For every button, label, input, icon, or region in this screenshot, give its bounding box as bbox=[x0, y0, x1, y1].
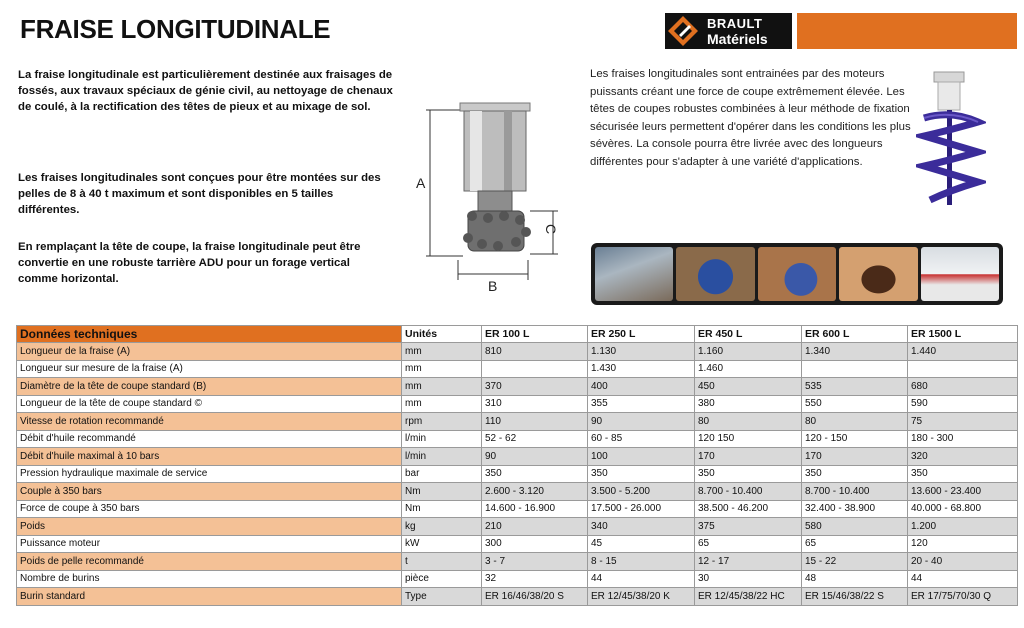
application-photo bbox=[839, 247, 917, 301]
value-cell: 40.000 - 68.800 bbox=[908, 500, 1018, 518]
row-label-cell: Diamètre de la tête de coupe standard (B) bbox=[17, 378, 402, 396]
table-row bbox=[17, 518, 1018, 536]
table-row bbox=[17, 343, 1018, 361]
value-cell: 380 bbox=[695, 395, 802, 413]
value-cell: 32 bbox=[482, 570, 588, 588]
value-cell: 65 bbox=[695, 535, 802, 553]
unit-cell: kW bbox=[402, 535, 482, 553]
value-cell: 90 bbox=[588, 413, 695, 431]
intro-paragraph-3: En remplaçant la tête de coupe, la fraise longitudinale peut être convertie en une robuste tarrière ADU pour un forage vertical comme horizontal. bbox=[18, 241, 361, 285]
unit-cell: mm bbox=[402, 378, 482, 396]
value-cell: 3.500 - 5.200 bbox=[588, 483, 695, 501]
table-row bbox=[17, 448, 1018, 466]
unit-cell: Type bbox=[402, 588, 482, 606]
row-label-cell: Poids bbox=[17, 518, 402, 536]
dim-label-a: A bbox=[416, 175, 426, 191]
row-label-cell: Longueur sur mesure de la fraise (A) bbox=[17, 360, 402, 378]
value-cell: 350 bbox=[802, 465, 908, 483]
value-cell: 65 bbox=[802, 535, 908, 553]
unit-cell: bar bbox=[402, 465, 482, 483]
page-title: FRAISE LONGITUDINALE bbox=[20, 14, 331, 44]
row-label-cell: Couple à 350 bars bbox=[17, 483, 402, 501]
table-row bbox=[17, 535, 1018, 553]
application-photo bbox=[921, 247, 999, 301]
value-cell: 120 bbox=[908, 535, 1018, 553]
row-label-cell: Vitesse de rotation recommandé bbox=[17, 413, 402, 431]
value-cell: 48 bbox=[802, 570, 908, 588]
unit-cell: pièce bbox=[402, 570, 482, 588]
value-cell: 535 bbox=[802, 378, 908, 396]
value-cell: 17.500 - 26.000 bbox=[588, 500, 695, 518]
value-cell: 44 bbox=[588, 570, 695, 588]
application-photo bbox=[758, 247, 836, 301]
table-header-row bbox=[17, 326, 1018, 343]
value-cell: 810 bbox=[482, 343, 588, 361]
intro-paragraph-2: Les fraises longitudinales sont conçues pour être montées sur des pelles de 8 à 40 t maximum et sont disponibles en 5 tailles différentes. bbox=[18, 172, 381, 216]
brand-logo bbox=[665, 13, 792, 49]
value-cell: 80 bbox=[695, 413, 802, 431]
table-row bbox=[17, 395, 1018, 413]
value-cell: 38.500 - 46.200 bbox=[695, 500, 802, 518]
value-cell: 1.430 bbox=[588, 360, 695, 378]
application-photo-strip bbox=[591, 243, 1003, 305]
table-row bbox=[17, 570, 1018, 588]
value-cell: 100 bbox=[588, 448, 695, 466]
table-row bbox=[17, 413, 1018, 431]
unit-cell: rpm bbox=[402, 413, 482, 431]
value-cell bbox=[802, 360, 908, 378]
value-cell: 8.700 - 10.400 bbox=[695, 483, 802, 501]
value-cell: ER 12/45/38/22 HC bbox=[695, 588, 802, 606]
value-cell: 44 bbox=[908, 570, 1018, 588]
row-label-cell: Pression hydraulique maximale de service bbox=[17, 465, 402, 483]
column-header: ER 600 L bbox=[802, 326, 908, 343]
value-cell bbox=[482, 360, 588, 378]
value-cell: 1.130 bbox=[588, 343, 695, 361]
value-cell: 400 bbox=[588, 378, 695, 396]
row-label-cell: Poids de pelle recommandé bbox=[17, 553, 402, 571]
description-paragraph: Les fraises longitudinales sont entrainées par des moteurs puissants créant une force de coupe extrêmement élevée. Les têtes de coupes robustes combinées à leur méthode de fixation sécurisée leurs permettent d'opérer dans les conditions les plus sévères. La console pourra être livrée avec des longueurs différentes pour s'adapter à une variété d'applications. bbox=[590, 68, 911, 168]
value-cell: 550 bbox=[802, 395, 908, 413]
value-cell: 170 bbox=[802, 448, 908, 466]
column-header: ER 250 L bbox=[588, 326, 695, 343]
value-cell: 20 - 40 bbox=[908, 553, 1018, 571]
unit-cell: Nm bbox=[402, 500, 482, 518]
row-label-cell: Débit d'huile recommandé bbox=[17, 430, 402, 448]
value-cell: 590 bbox=[908, 395, 1018, 413]
table-row bbox=[17, 553, 1018, 571]
table-row bbox=[17, 500, 1018, 518]
unit-cell: mm bbox=[402, 360, 482, 378]
value-cell: 1.200 bbox=[908, 518, 1018, 536]
column-header: ER 450 L bbox=[695, 326, 802, 343]
row-label-cell: Puissance moteur bbox=[17, 535, 402, 553]
value-cell: 300 bbox=[482, 535, 588, 553]
row-label-cell: Débit d'huile maximal à 10 bars bbox=[17, 448, 402, 466]
value-cell: 310 bbox=[482, 395, 588, 413]
unit-cell: l/min bbox=[402, 448, 482, 466]
dim-label-c: C bbox=[543, 224, 559, 235]
value-cell: 2.600 - 3.120 bbox=[482, 483, 588, 501]
column-header: ER 1500 L bbox=[908, 326, 1018, 343]
value-cell: 15 - 22 bbox=[802, 553, 908, 571]
value-cell: 350 bbox=[908, 465, 1018, 483]
dim-label-b: B bbox=[488, 278, 498, 294]
value-cell: ER 17/75/70/30 Q bbox=[908, 588, 1018, 606]
table-row bbox=[17, 360, 1018, 378]
value-cell: 375 bbox=[695, 518, 802, 536]
value-cell: 340 bbox=[588, 518, 695, 536]
value-cell: 210 bbox=[482, 518, 588, 536]
value-cell: 355 bbox=[588, 395, 695, 413]
auger-image bbox=[916, 70, 986, 210]
row-label-cell: Longueur de la tête de coupe standard © bbox=[17, 395, 402, 413]
column-header: Données techniques bbox=[17, 326, 402, 343]
row-label-cell: Longueur de la fraise (A) bbox=[17, 343, 402, 361]
value-cell: 120 150 bbox=[695, 430, 802, 448]
value-cell: 1.460 bbox=[695, 360, 802, 378]
value-cell: 1.340 bbox=[802, 343, 908, 361]
value-cell: 8.700 - 10.400 bbox=[802, 483, 908, 501]
table-row bbox=[17, 483, 1018, 501]
value-cell: 45 bbox=[588, 535, 695, 553]
table-row bbox=[17, 430, 1018, 448]
dimension-drawing bbox=[408, 98, 578, 296]
column-header: ER 100 L bbox=[482, 326, 588, 343]
value-cell: 350 bbox=[588, 465, 695, 483]
value-cell: 75 bbox=[908, 413, 1018, 431]
value-cell: 450 bbox=[695, 378, 802, 396]
table-row bbox=[17, 378, 1018, 396]
application-photo bbox=[676, 247, 754, 301]
unit-cell: mm bbox=[402, 395, 482, 413]
value-cell: 350 bbox=[695, 465, 802, 483]
value-cell: 12 - 17 bbox=[695, 553, 802, 571]
value-cell bbox=[908, 360, 1018, 378]
logo-sub-text: Matériels bbox=[707, 30, 768, 47]
unit-cell: t bbox=[402, 553, 482, 571]
row-label-cell: Burin standard bbox=[17, 588, 402, 606]
value-cell: 120 - 150 bbox=[802, 430, 908, 448]
value-cell: ER 15/46/38/22 S bbox=[802, 588, 908, 606]
value-cell: 14.600 - 16.900 bbox=[482, 500, 588, 518]
value-cell: 680 bbox=[908, 378, 1018, 396]
column-header: Unités bbox=[402, 326, 482, 343]
value-cell: ER 12/45/38/20 K bbox=[588, 588, 695, 606]
unit-cell: kg bbox=[402, 518, 482, 536]
value-cell: 52 - 62 bbox=[482, 430, 588, 448]
value-cell: 320 bbox=[908, 448, 1018, 466]
table-row bbox=[17, 588, 1018, 606]
value-cell: ER 16/46/38/20 S bbox=[482, 588, 588, 606]
value-cell: 180 - 300 bbox=[908, 430, 1018, 448]
table-row bbox=[17, 465, 1018, 483]
value-cell: 370 bbox=[482, 378, 588, 396]
value-cell: 60 - 85 bbox=[588, 430, 695, 448]
value-cell: 8 - 15 bbox=[588, 553, 695, 571]
value-cell: 170 bbox=[695, 448, 802, 466]
technical-data-table bbox=[16, 325, 1018, 606]
value-cell: 350 bbox=[482, 465, 588, 483]
unit-cell: l/min bbox=[402, 430, 482, 448]
logo-mark-icon bbox=[665, 13, 701, 49]
value-cell: 110 bbox=[482, 413, 588, 431]
value-cell: 32.400 - 38.900 bbox=[802, 500, 908, 518]
unit-cell: mm bbox=[402, 343, 482, 361]
row-label-cell: Nombre de burins bbox=[17, 570, 402, 588]
value-cell: 90 bbox=[482, 448, 588, 466]
logo-brand-text: BRAULT bbox=[707, 15, 763, 31]
value-cell: 1.440 bbox=[908, 343, 1018, 361]
value-cell: 80 bbox=[802, 413, 908, 431]
value-cell: 1.160 bbox=[695, 343, 802, 361]
value-cell: 30 bbox=[695, 570, 802, 588]
header-accent-bar bbox=[797, 13, 1017, 49]
value-cell: 3 - 7 bbox=[482, 553, 588, 571]
intro-paragraph-1: La fraise longitudinale est particulièrement destinée aux fraisages de fossés, aux travaux spéciaux de génie civil, au nettoyage de chenaux de coulé, à la rectification des têtes de pieux et au mixage de sol. bbox=[18, 69, 393, 113]
unit-cell: Nm bbox=[402, 483, 482, 501]
value-cell: 580 bbox=[802, 518, 908, 536]
application-photo bbox=[595, 247, 673, 301]
row-label-cell: Force de coupe à 350 bars bbox=[17, 500, 402, 518]
value-cell: 13.600 - 23.400 bbox=[908, 483, 1018, 501]
